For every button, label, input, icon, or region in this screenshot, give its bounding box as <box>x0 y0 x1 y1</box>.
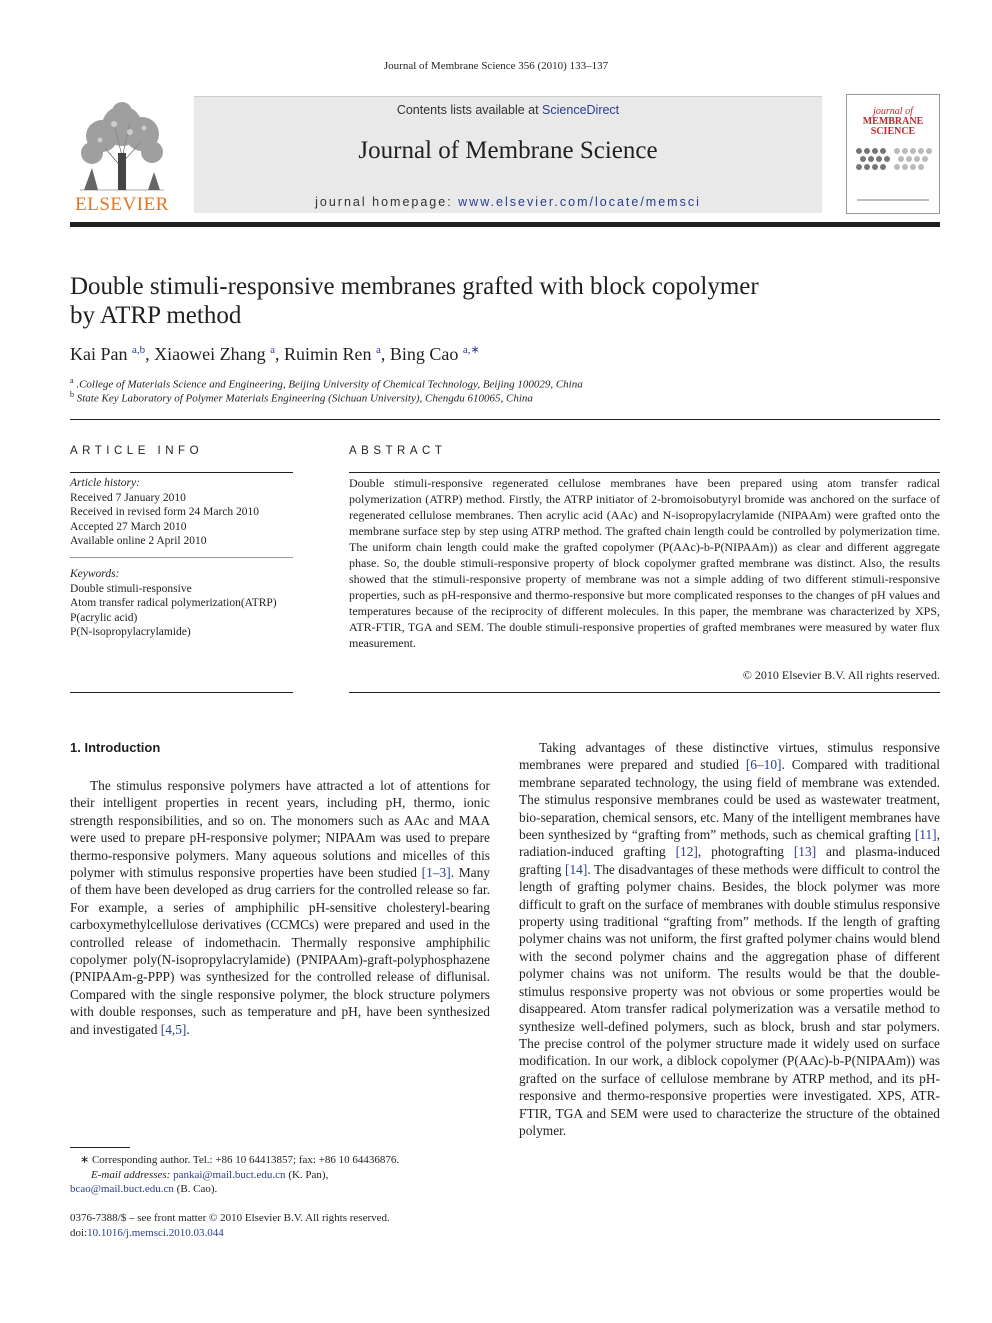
author-name: Kai Pan <box>70 344 128 364</box>
abstract-text: Double stimuli-responsive regenerated cellulose membranes have been prepared using atom transfer radical polymerization (ATRP) method. Firstly, the ATRP initiator of 2-bromoisobutyryl bromide was anchored on the surface of regenerated cellulose membranes. Then acrylic acid (AAc) and N-isopropylacrylamide (NIPAAm) were grafted onto the membrane surface step by step using ATRP method. The grafted chain length could be controlled by polymerization time. The uniform chain length could make the grafted copolymer (P(AAc)-b-P(NIPAAm)) as clear and different aggregate phase. So, the double stimuli-responsive property of block copolymer grafted membrane was distinct. Also, the results showed that the stimuli-responsive property of membrane was not a simple adding of two different stimuli-responsive properties, such as pH-responsive and thermo-responsive but more complicated responses to the changes of pH values and temperatures because of the reciprocity of different molecules. In this paper, the membrane was characterized by XPS, ATR-FTIR, TGA and SEM. The double stimuli-responsive properties of grafted membranes were measured by water flux measurement. <box>349 476 940 650</box>
author-name: Xiaowei Zhang <box>154 344 266 364</box>
running-head: Journal of Membrane Science 356 (2010) 133–137 <box>383 60 609 72</box>
history-item: Received in revised form 24 March 2010 <box>70 506 260 518</box>
contents-prefix: Contents lists available at <box>396 103 543 117</box>
body-column-right <box>519 739 940 1139</box>
author-affiliation-mark[interactable]: a <box>270 344 275 356</box>
citation-link[interactable]: [12] <box>675 844 698 860</box>
cover-molecule-graphic <box>853 143 933 177</box>
masthead-rule <box>70 222 940 227</box>
text-run: . Compared with traditional membrane separated technology, the using field of membrane was extended. The stimulus responsive membranes could be used as wastewater treatment, bio-separation, chemical sensors, etc. Many of the intelligent membranes have been synthesized by “grafting from” methods, such as chemical grafting <box>519 757 941 843</box>
body-column-left <box>70 777 490 1038</box>
text-run: . The disadvantages of these methods were difficult to control the length of grafting polymer chains. Besides, the block polymer was more difficult to graft on the surface of membranes with double stimulus responsive property using traditional “grafting from” methods. If the length of grafting polymer chains was not uniform, the first grafted polymer chains would blend with the second polymer chains and the aggregation phase of different polymer chains was not uniform. The results would be that the double-stimulus responsive property was not obvious or some properties would be disappeared. Atom transfer radical polymerization was a versatile method to synthesize well-defined polymers, such as block, brush and star polymers. The precise control of the polymer structure made it widely used on surface modification. In our work, a diblock copolymer (P(AAc)-b-P(NIPAAm)) was grafted on the surface of cellulose membrane by ATRP method, and its pH-responsive and thermo-responsive properties were investigated. XPS, ATR-FTIR, TGA and SEM were used to characterize the structure of the obtained polymer. <box>519 861 940 1138</box>
doi-link[interactable]: 10.1016/j.memsci.2010.03.044 <box>87 1226 224 1239</box>
article-title-line-1: Double stimuli-responsive membranes grafted with block copolymer <box>70 273 759 300</box>
affiliation-mark: a <box>70 376 74 385</box>
abstract-heading: ABSTRACT <box>349 445 447 457</box>
divider <box>70 419 940 420</box>
corresponding-author: ∗ Corresponding author. Tel.: +86 10 64413857; fax: +86 10 64436876. <box>80 1154 400 1166</box>
citation-link[interactable]: [11] <box>914 827 937 843</box>
cover-title <box>851 107 935 137</box>
author-affiliation-mark[interactable]: a,∗ <box>462 344 480 356</box>
email-note: (K. Pan), <box>285 1168 329 1181</box>
article-info-heading: ARTICLE INFO <box>70 445 204 457</box>
doi-label: doi: <box>70 1226 88 1239</box>
author-name: Bing Cao <box>389 344 459 364</box>
journal-cover-thumbnail <box>846 94 940 214</box>
divider <box>70 472 293 473</box>
paragraph <box>519 739 940 1139</box>
keywords-label: Keywords: <box>70 568 120 580</box>
citation-link[interactable]: [1–3] <box>421 865 451 881</box>
history-item: Accepted 27 March 2010 <box>70 520 187 533</box>
front-matter <box>70 1211 490 1240</box>
keywords <box>70 567 293 640</box>
history-item: Received 7 January 2010 <box>70 491 186 504</box>
citation-link[interactable]: [4,5] <box>160 1021 187 1037</box>
contents-line <box>194 103 822 117</box>
cover-line-1: journal of <box>873 106 913 117</box>
text-run: and plasma-induced grafting <box>519 844 940 877</box>
article-history <box>70 476 293 549</box>
divider <box>349 472 940 473</box>
journal-title: Journal of Membrane Science <box>358 137 658 164</box>
cover-line-3: SCIENCE <box>870 126 916 137</box>
text-run: The stimulus responsive polymers have attracted a lot of attentions for their intelligent properties in recent years, including pH, thermo, ionic strength responsibilities, and so on. The monomers such as AAc and MAA were used to prepare pH-responsive polymer; NIPAAm was used to prepare thermo-responsive polymers. Many aqueous solutions and micelles of this polymer with stimulus responsive properties have been studied <box>70 778 490 881</box>
paragraph <box>70 777 490 1038</box>
affiliation <box>70 390 533 405</box>
divider <box>70 557 293 558</box>
homepage-link[interactable]: www.elsevier.com/locate/memsci <box>458 195 701 209</box>
citation-link[interactable]: [14] <box>565 861 588 877</box>
journal-masthead <box>194 96 822 213</box>
affiliation-text: .College of Materials Science and Engineering, Beijing University of Chemical Technology, Beijing 100029, China <box>76 378 583 391</box>
cover-line-2: MEMBRANE <box>862 116 924 127</box>
citation-link[interactable]: [13] <box>793 844 817 860</box>
divider <box>70 692 293 693</box>
email-link[interactable]: pankai@mail.buct.edu.cn <box>173 1168 286 1181</box>
affiliation-mark: b <box>70 390 74 399</box>
keyword: Atom transfer radical polymerization(ATRP) <box>70 597 277 609</box>
article-title-line-2: by ATRP method <box>70 302 242 329</box>
citation-link[interactable]: [6–10] <box>745 757 782 773</box>
sciencedirect-link[interactable]: ScienceDirect <box>542 103 620 117</box>
homepage-prefix: journal homepage: <box>315 195 459 209</box>
text-run: Taking advantages of these distinctive virtues, stimulus responsive membranes were prepared and studied <box>519 740 940 773</box>
section-heading-introduction: 1. Introduction <box>70 740 161 755</box>
divider <box>349 692 940 693</box>
history-item: Available online 2 April 2010 <box>70 535 207 547</box>
keyword: P(N-isopropylacrylamide) <box>70 626 191 638</box>
text-run: , photografting <box>697 844 794 860</box>
footnote-rule <box>70 1147 130 1148</box>
abstract-copyright: © 2010 Elsevier B.V. All rights reserved. <box>742 668 940 682</box>
text-run: . <box>186 1021 190 1037</box>
email-note: (B. Cao). <box>173 1183 218 1195</box>
elsevier-wordmark: ELSEVIER <box>75 194 169 215</box>
affiliation <box>70 376 583 391</box>
keyword: Double stimuli-responsive <box>70 582 192 595</box>
text-run: , radiation-induced grafting <box>519 827 940 860</box>
author-affiliation-mark[interactable]: a,b <box>132 344 146 356</box>
email-link[interactable]: bcao@mail.buct.edu.cn <box>70 1183 174 1195</box>
author-affiliation-mark[interactable]: a <box>376 344 381 356</box>
keyword: P(acrylic acid) <box>70 611 138 624</box>
history-label: Article history: <box>70 477 140 489</box>
text-run: . Many of them have been developed as drug carriers for the controlled release so far. For example, a series of amphiphilic pH-sensitive cholesteryl-bearing carboxymethylcellulose derivatives (CCMCs) were prepared and used in the controlled release of indomethacin. Thermally responsive amphiphilic copolymer poly(N-isopropylacrylamide) (PNIPAAm)-graft-polyphosphazene (PNIPAAm-g-PPP) was synthesized for the controlled release of diflunisal. Compared with the single responsive polymer, the block structure polymers with double responses, such as temperature and pH, have been synthesized and investigated <box>70 865 491 1037</box>
email-label: E-mail addresses: <box>91 1168 171 1181</box>
affiliation-text: State Key Laboratory of Polymer Materials Engineering (Sichuan University), Chengdu 610065, China <box>76 392 533 405</box>
issn-line: 0376-7388/$ – see front matter © 2010 Elsevier B.V. All rights reserved. <box>70 1212 390 1224</box>
author-list: Kai Pan $^{a,b}$, Xiaowei Zhang $^a$, Ruimin Ren $^a$, Bing Cao $^{a,∗}$ <box>70 344 480 364</box>
author-name: Ruimin Ren <box>284 344 372 364</box>
homepage-line <box>194 195 822 209</box>
footnote-corresponding <box>70 1153 490 1197</box>
article-title <box>70 272 870 330</box>
